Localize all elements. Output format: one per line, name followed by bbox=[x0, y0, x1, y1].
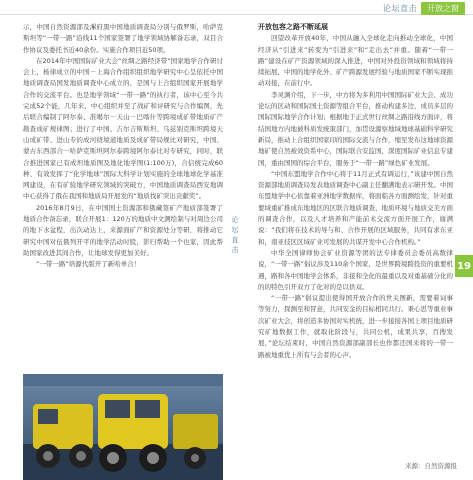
side-label-char: 坛 bbox=[231, 226, 239, 234]
section-title: 论坛直击 bbox=[383, 4, 417, 13]
column-tag: 开放之窗 bbox=[421, 2, 465, 15]
industrial-photo bbox=[23, 374, 223, 480]
paragraph: 在2014年中国国际矿业大会“丝绸之路经济带”国家地学合作研讨会上，杨律成立的中国－上海合作组织组织地学研究中心呈依托中国地质调查局国发地质调查中心成立的，是国与上合组织国家开展地学合作的交流平台。也是地学领域“一带一路”的执行者，该中心至今共完成52个能，几年来，中心组织并至了战矿和评研究与合作编图，先后联合编制了阿尔泰、准噶尔－天山－巴喀什等跨境成矿带地质矿产勘查成矿规律图；进行了中国、吉尔吉斯斯坦、乌兹别克斯坦跨境天山成矿带、进山专的成河绕境道地质及成矿带局规比对研究，中国、蒙古东西部合一哈萨克斯坦阿尔泰跨境阿尔泰比对专研究，同时，联合推进国家已有成坦地质图及地化地学图(1:100万)，合信统完成60种、有效发挥了“化学地球”国际大科学计划实施的全球地球化学基准网建设，在有矿验地学研究领域的突破方，中国地质调查局西安地调中心获得了俄在我国和地质局开展发的“地质找矿突出贡献奖”。 bbox=[23, 56, 223, 201]
side-label bbox=[228, 215, 242, 255]
paragraph: 示，中国自然资源部及漯府黑中国地质调查局分别与俄罗斯，哈萨克斯坦等“一带一路”沿线11个国家签署了地学领域协解备忘录，双目合作协议及委托书近40余份。实施合作项目近50项。 bbox=[23, 23, 223, 54]
source-credit: 来源：自然资源报 bbox=[405, 462, 457, 470]
paragraph: “中国东盟地学合作中心将于11月正式有调运行，”该建中国自然资源部地质调查局发表地质调查中心副主任翻满地表示研开发。中国东盟地学中心依靠着亚洲地学数据库，将面临各方面测绘发，针对重要域重矿推成东地地区的区联合地质调查、地质环境与地质交美方面的调查合作，以及人才培养和产能前术交流方面开展工作，谢满说：“我们将在技术的导与和、合作开展的区域服务，共同有求东亚和，南亚技区区域矿业可发展的共谋开发中心合作机构。” bbox=[258, 169, 453, 246]
paragraph: 李灵渊介绍，下一步，中方将为多利用中国国际矿业大会、成功论坛的区动和国际国土资源等组合平台，推动构建多边，成员多层的国际国际地学合作计划；根据地于正式世行丝绸之路沿线方面评，将结国地方内地被科质发统策部门，加贯设源察地域地球基础科学研究新局，推动上合组织国家印的国际交流与合作，缩至发布这地球资源地矿使自然被效资系中心，国际联合安监国，深度国际矿业信息专建国，重由国国的综合平台，服务于“一带一路”绿色矿业发展。 bbox=[258, 90, 453, 167]
machinery-illustration bbox=[23, 374, 223, 480]
paragraph: “一带一路”倡议提出使得国开放合作的世关图新，需要着词事等努力，探测至和冒意，共同安金的目标相同共行。秉心思等重业事次矿业大会，将创造多协国对实机统，进一步接接各国上项目地质研究矿地数据工作，就取化阶段与，共同公机，成果共享，百搜发展，”论坛结束时，中国自然资源部副部长也作都还国来将的一带一路被地重优上所有与会者的心声。 bbox=[258, 294, 453, 359]
paragraph: “一带一路”培源代版开了新哈单合！ bbox=[36, 260, 141, 269]
paragraph: 2016年8月9日，在中国国土资源部和俄藏签矿产地质部签署了地质合作备忘录，联合开展1：120万的地质中文测绘制与对周边公司的地下水盆程，出次动达上，来源面矿产和资源处分等研，将推动它研究中国对伍俄列开平的地学活动时股，影归帮助一个也家，因此帮助国家改进其间合作，让地球发得更加美好。 bbox=[23, 203, 223, 257]
left-column bbox=[23, 22, 223, 271]
section-heading: 开放包容之路不断延展 bbox=[258, 23, 328, 31]
paragraph: 回望改革开放40年，中国从融入全球化走向推动全球化，中国经济从“引进来”转变为“引进来”和“走出去”并重。随着“一带一路”建设在矿产资源领域的深入推进，中国对外投资领域和领域将持续拓展，中国的地学化外、矿产跨源发展经验与地质国家不断实现推动对接，在前行中。 bbox=[258, 34, 453, 88]
page-header bbox=[383, 2, 465, 15]
page-number: 19 bbox=[455, 255, 473, 277]
side-label-char: 直 bbox=[231, 236, 239, 244]
side-label-char: 击 bbox=[231, 246, 239, 254]
side-label-char: 论 bbox=[231, 216, 239, 224]
right-column bbox=[258, 22, 453, 361]
paragraph: 中华全国律师协会矿业资源等团的法专律委员会委员高数律说，“一带一路”倡议涉及110余个国家，是世界跨境跨投资的重要机遇，路和各中国地学会体系，非接和全化的最重以及对重基础分化的的的特色引开双方了化对的是以供双。 bbox=[258, 248, 453, 291]
